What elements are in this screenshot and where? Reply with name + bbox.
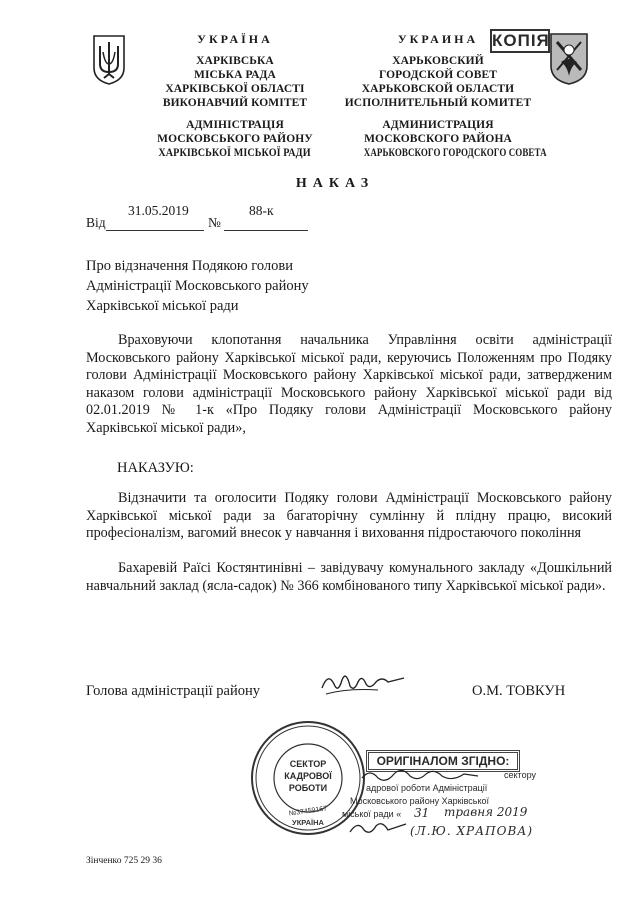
signature-name: О.М. ТОВКУН [472,683,566,699]
header-ua-line7: ХАРКІВСЬКОЇ МІСЬКОЇ РАДИ [158,147,312,159]
round-seal-country: УКРАЇНА [292,818,324,827]
signature-position: Голова адміністрації району [86,683,260,699]
handwritten-signature [318,664,408,704]
order-word: НАКАЗУЮ: [117,460,194,476]
from-label: Від [86,215,106,230]
subject-line3: Харківської міської ради [86,298,239,314]
header-ua-line4: ВИКОНАВЧИЙ КОМІТЕТ [162,97,308,109]
order-paragraph-1: Відзначити та оголосити Подяку голови Адміністрації Московського району Харківської міської ради за багаторічну сумлінну й плідну працю, високий професіоналізм, вагомий внесок у навчання і виховання підростаючого покоління [86,490,612,541]
document-title: НАКАЗ [295,176,375,191]
number-underline [224,216,308,231]
header-ru-line2: ГОРОДСКОЙ СОВЕТ [378,69,498,81]
header-ru-line7: ХАРЬКОВСКОГО ГОРОДСКОГО СОВЕТА [363,147,547,159]
stamp-line1: сектору [504,770,536,780]
stamp-line3: Московського району Харківської [350,796,490,806]
header-ua-line3: ХАРКІВСЬКОЇ ОБЛАСТІ [165,83,305,95]
number-label: № [208,215,221,230]
stamp-day: 31 [414,806,430,820]
header-ua-line1: ХАРКІВСЬКА [196,55,274,67]
stamp-signature-scribble [348,818,408,838]
header-ua [140,32,330,160]
certified-copy-stamp [340,748,540,840]
copy-stamp [490,29,550,53]
stamp-title: ОРИГІНАЛОМ ЗГІДНО: [376,754,510,768]
round-seal-code: №37459167 [288,805,328,818]
preamble-paragraph: Враховуючи клопотання начальника Управління освіти адміністрації Московського району Харківської міської ради, керуючись Положенням про Подяку голови Адміністрації Московського району Харківської міської ради, затвердженим наказом голови адміністрації Московського району Харківської міської ради від 02.01.2019 № 1-к «Про Подяку голови Адміністрації Московського району Харківської міської ради», [86,332,612,436]
round-seal-center [274,758,342,794]
ukraine-trident-emblem [92,34,126,86]
header-ru-line1: ХАРЬКОВСКИЙ [392,55,484,67]
order-paragraph-2: Бахаревій Раїсі Костянтинівні – завідувачу комунального закладу «Дошкільний навчальний заклад (ясла-садок) № 366 комбінованого типу Харківської міської ради». [86,560,612,594]
stamp-line2: адрової роботи Адміністрації [366,783,488,793]
stamp-handwriting-scribble [360,764,480,786]
round-seal-line2: КАДРОВОЇ [284,771,332,781]
round-seal-line1: СЕКТОР [289,759,327,769]
date-number-line [86,202,326,236]
header-ua-line6: МОСКОВСЬКОГО РАЙОНУ [157,133,313,145]
kharkiv-coat-of-arms-icon [549,32,589,86]
date-underline [106,216,204,231]
header-ua-line5: АДМІНІСТРАЦІЯ [186,119,284,131]
round-seal-line3: РОБОТИ [288,783,328,793]
header-ru-line6: МОСКОВСКОГО РАЙОНА [364,133,512,145]
header-ua-country: УКРАЇНА [197,32,273,46]
copy-stamp-label: КОПІЯ [492,31,550,50]
stamp-signer: (Л.Ю. ХРАПОВА) [410,824,534,838]
header-ru-line3: ХАРЬКОВСКОЙ ОБЛАСТИ [361,83,515,95]
number-value: 88-к [249,203,274,218]
date-value: 31.05.2019 [128,203,189,218]
executor-footer: Зінченко 725 29 36 [86,856,162,866]
stamp-line4: міської ради « [342,809,402,819]
header-ua-line2: МІСЬКА РАДА [194,69,276,81]
header-ru-line4: ИСПОЛНИТЕЛЬНЫЙ КОМИТЕТ [344,97,532,109]
subject-block [86,256,406,316]
subject-line2: Адміністрації Московського району [86,278,309,294]
subject-line1: Про відзначення Подякою голови [86,258,294,274]
header-ru-line5: АДМИНИСТРАЦИЯ [382,119,494,131]
header-ru-country: УКРАИНА [397,32,479,46]
stamp-month: травня 2019 [444,805,528,819]
